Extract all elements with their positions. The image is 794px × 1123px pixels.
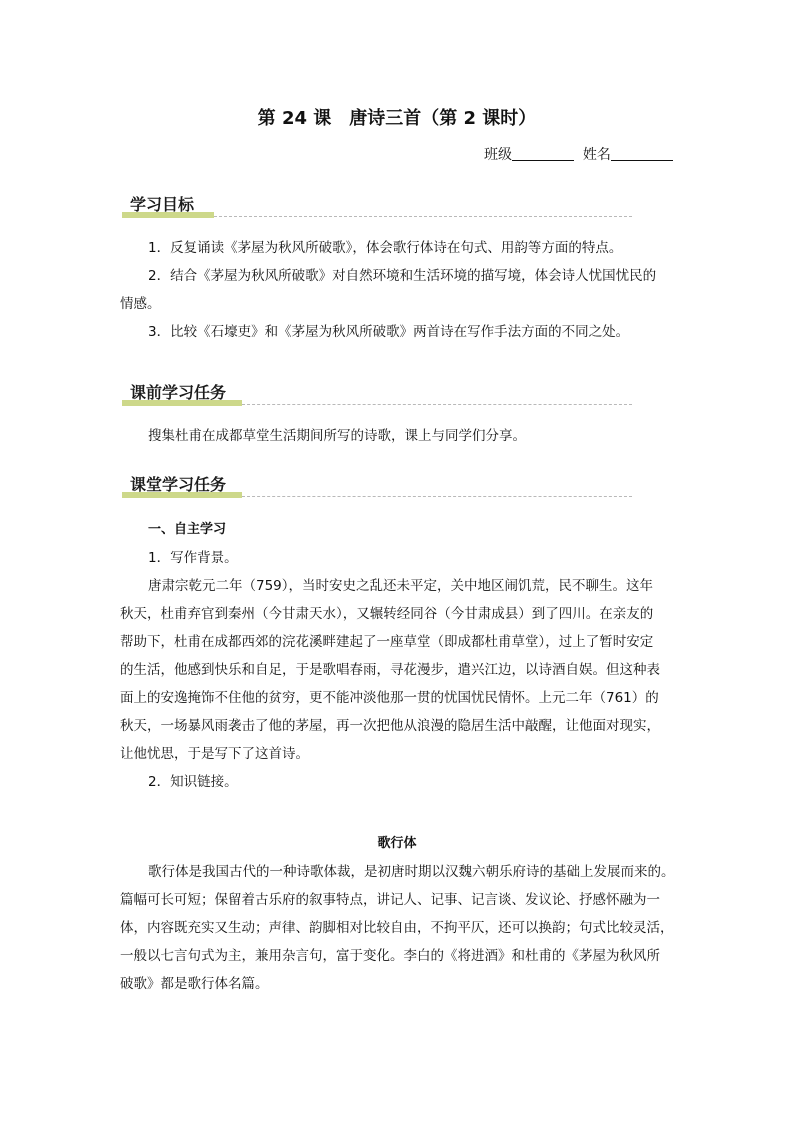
- paragraph-line: 破歌》都是歌行体名篇。: [120, 976, 269, 992]
- item-heading: 1．写作背景。: [148, 550, 238, 566]
- genre-block: [120, 858, 680, 998]
- name-blank: [611, 146, 673, 161]
- section-title: 学习目标: [130, 195, 195, 214]
- section-header-class-task: [122, 472, 632, 500]
- item-heading: 2．知识链接。: [148, 774, 238, 790]
- paragraph-line: 让他忧思，于是写下了这首诗。: [120, 746, 309, 762]
- subsection-heading: 一、自主学习: [148, 522, 227, 537]
- section-title: 课堂学习任务: [130, 475, 227, 494]
- section-header-goals: [122, 192, 632, 220]
- class-blank: [512, 146, 574, 161]
- background-block: [120, 544, 680, 796]
- section-header-pre-task: [122, 380, 632, 408]
- goal-item: 1．反复诵读《茅屋为秋风所破歌》，体会歌行体诗在句式、用韵等方面的特点。: [148, 240, 623, 256]
- paragraph-line: 面上的安逸掩饰不住他的贫穷，更不能冲淡他那一贯的忧国忧民情怀。上元二年（761）的: [120, 690, 659, 706]
- section-title: 课前学习任务: [130, 383, 227, 402]
- section-divider: [242, 404, 632, 405]
- goal-item-continued: 情感。: [120, 296, 161, 312]
- pre-task-text: [120, 422, 680, 450]
- paragraph-line: 一般以七言句式为主，兼用杂言句，富于变化。李白的《将进酒》和杜甫的《茅屋为秋风所: [120, 948, 660, 964]
- section-divider: [214, 216, 632, 217]
- pre-task-line: 搜集杜甫在成都草堂生活期间所写的诗歌，课上与同学们分享。: [148, 428, 526, 444]
- goal-item: 3．比较《石壕吏》和《茅屋为秋风所破歌》两首诗在写作手法方面的不同之处。: [148, 324, 630, 340]
- goals-list: [120, 234, 680, 346]
- paragraph-line: 篇幅可长可短；保留着古乐府的叙事特点，讲记人、记事、记言谈、发议论、抒感怀融为一: [120, 892, 660, 908]
- paragraph-line: 歌行体是我国古代的一种诗歌体裁，是初唐时期以汉魏六朝乐府诗的基础上发展而来的。: [148, 864, 675, 880]
- paragraph-line: 的生活，他感到快乐和自足，于是歌唱春雨，寻花漫步，遣兴江边，以诗酒自娱。但这种表: [120, 662, 660, 678]
- class-label: 班级: [484, 147, 512, 163]
- section-divider: [242, 496, 632, 497]
- genre-title: 歌行体: [377, 836, 417, 851]
- paragraph-line: 帮助下，杜甫在成都西郊的浣花溪畔建起了一座草堂（即成都杜甫草堂），过上了暂时安定: [120, 634, 654, 650]
- paragraph-line: 秋天，杜甫弃官到秦州（今甘肃天水），又辗转经同谷（今甘肃成县）到了四川。在亲友的: [120, 606, 654, 622]
- name-label: 姓名: [582, 147, 611, 163]
- paragraph-line: 秋天，一场暴风雨袭击了他的茅屋，再一次把他从浪漫的隐居生活中敲醒，让他面对现实，: [120, 718, 660, 734]
- goal-item: 2．结合《茅屋为秋风所破歌》对自然环境和生活环境的描写境，体会诗人忧国忧民的: [148, 268, 657, 284]
- paragraph-line: 唐肃宗乾元二年（759），当时安史之乱还未平定，关中地区闹饥荒，民不聊生。这年: [148, 578, 654, 594]
- page-title: 第 24 课 唐诗三首（第 2 课时）: [257, 108, 537, 129]
- student-info-line: [484, 144, 673, 164]
- paragraph-line: 体，内容既充实又生动；声律、韵脚相对比较自由，不拘平仄，还可以换韵；句式比较灵活，: [120, 920, 674, 936]
